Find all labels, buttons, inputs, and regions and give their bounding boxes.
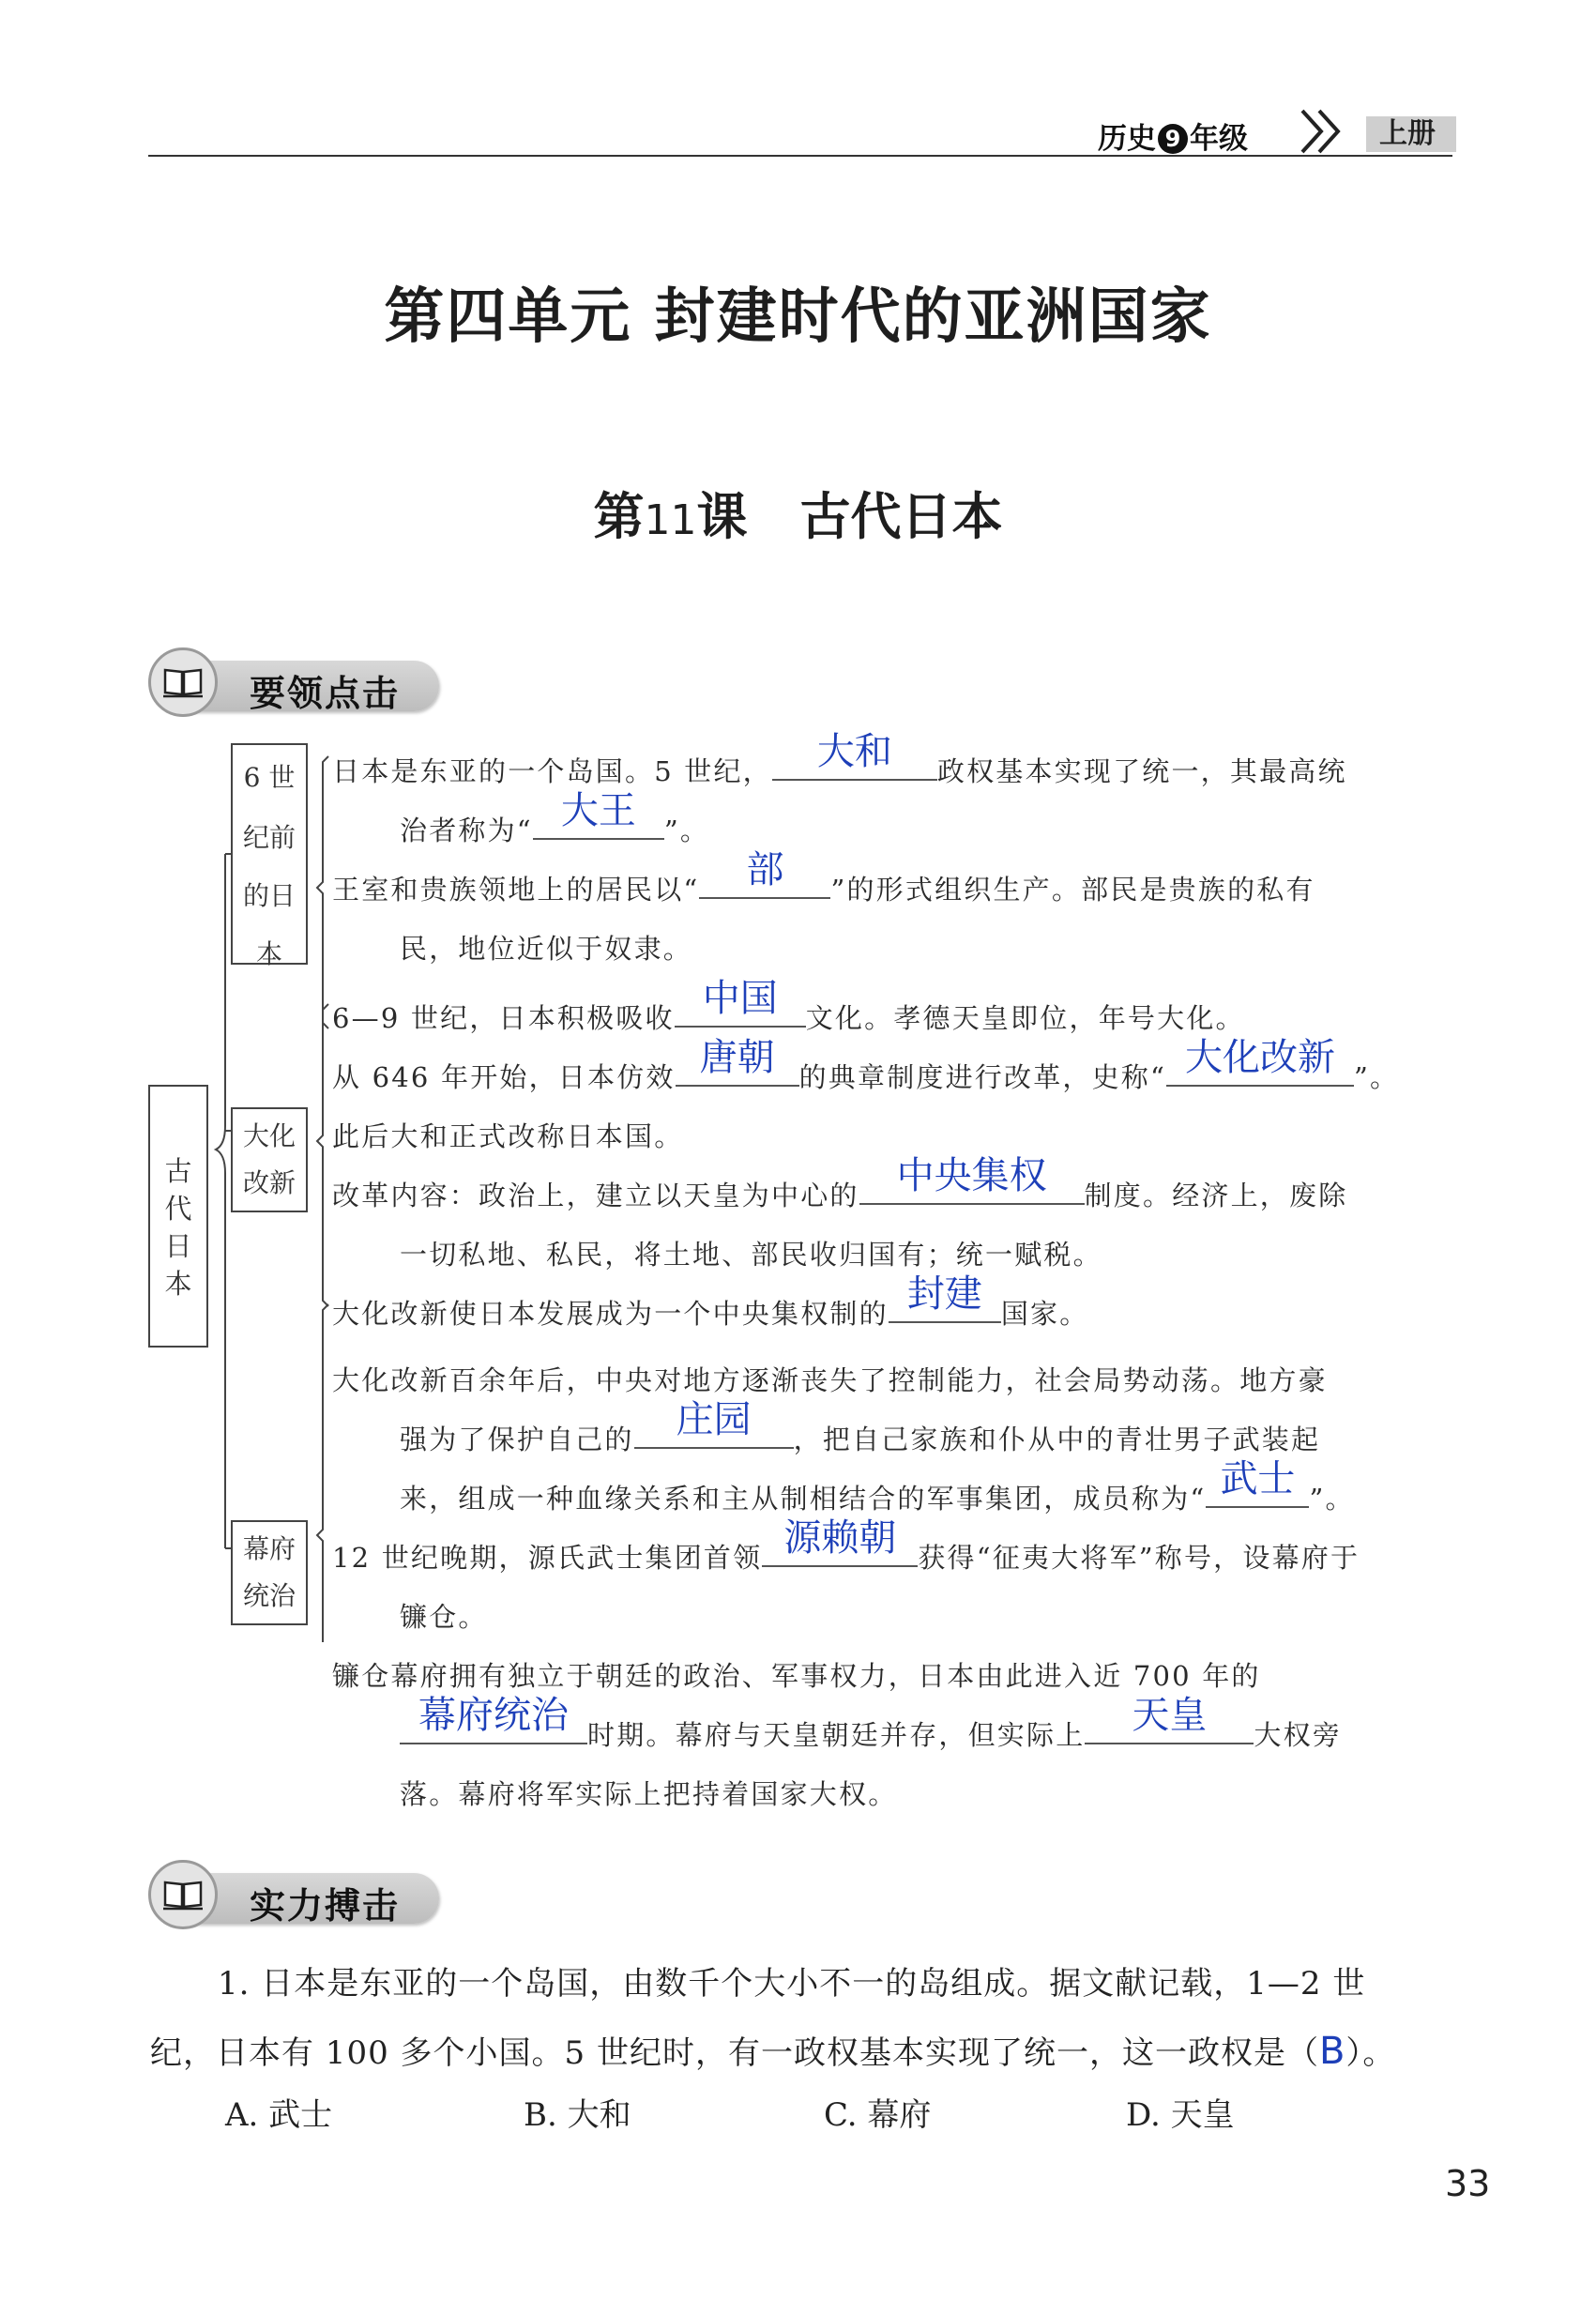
line-text: 时期。幕府与天皇朝廷并存，但实际上 — [587, 1719, 1086, 1751]
mindmap-root — [148, 1085, 208, 1348]
handwritten-answer: 武士 — [1220, 1457, 1296, 1500]
line-text: ”。 — [663, 815, 710, 846]
handwritten-answer: 大化改新 — [1185, 1036, 1336, 1079]
handwritten-choice-answer: B — [1318, 2030, 1346, 2073]
branch-cell: 幕府 — [242, 1533, 296, 1564]
page-header — [1098, 111, 1456, 154]
option-a: A. 武士 — [225, 2096, 333, 2134]
handwritten-answer: 大和 — [816, 730, 892, 773]
open-book-icon — [161, 1875, 205, 1912]
branch-cell: 大化 — [242, 1120, 296, 1151]
option-d: D. 天皇 — [1126, 2096, 1235, 2134]
section-badge-key-points — [148, 647, 448, 721]
lesson-number: 11 — [644, 496, 697, 544]
mindmap-root-label: 古代日本 — [164, 1155, 192, 1300]
mindmap-branch-taika-reform — [231, 1107, 308, 1212]
line-text: 国家。 — [1000, 1298, 1089, 1330]
lesson-prefix: 第 — [593, 486, 645, 546]
handwritten-answer: 天皇 — [1132, 1694, 1208, 1737]
section-title-key-points: 要领点击 — [250, 672, 401, 714]
answer-blank — [1085, 1694, 1254, 1744]
line-text: 大化改新使日本发展成为一个中央集权制的 — [332, 1298, 889, 1330]
answer-blank — [533, 789, 664, 840]
handwritten-answer: 中央集权 — [896, 1154, 1047, 1197]
header-grade-label: 年级 — [1190, 122, 1248, 156]
answer-blank — [772, 730, 937, 781]
mindmap-line: 大化改新百余年后，中央对地方逐渐丧失了控制能力，社会局势动荡。地方豪 — [332, 1364, 1328, 1396]
mindmap-line — [332, 1272, 1089, 1332]
line-text: 12 世纪晚期，源氏武士集团首领 — [332, 1542, 763, 1574]
mindmap-line: 落。幕府将军实际上把持着国家大权。 — [400, 1778, 898, 1810]
mindmap-line: 此后大和正式改称日本国。 — [332, 1120, 684, 1152]
handwritten-answer: 封建 — [906, 1272, 982, 1316]
answer-blank — [676, 1036, 799, 1087]
handwritten-answer: 部 — [746, 848, 784, 891]
option-c: C. 幕府 — [824, 2096, 932, 2134]
answer-blank — [675, 977, 806, 1028]
line-text: 从 646 年开始，日本仿效 — [332, 1061, 676, 1093]
section-title-practice: 实力搏击 — [250, 1884, 401, 1927]
answer-blank — [889, 1272, 1001, 1323]
header-rule — [148, 155, 1452, 157]
line-text: 治者称为“ — [400, 815, 533, 846]
line-text: 6—9 世纪，日本积极吸收 — [332, 1002, 675, 1034]
line-text: 大权旁 — [1254, 1719, 1343, 1751]
mindmap-line: 一切私地、私民，将土地、部民收归国有；统一赋税。 — [400, 1239, 1102, 1271]
handwritten-answer: 庄园 — [676, 1398, 752, 1441]
line-text: 王室和贵族领地上的居民以“ — [332, 874, 700, 906]
branch-cell: 6 世 — [243, 762, 296, 793]
answer-blank — [762, 1516, 918, 1567]
line-text: ）。 — [1345, 2034, 1396, 2072]
option-b: B. 大和 — [524, 2096, 631, 2134]
mindmap-line: 民，地位近似于奴隶。 — [400, 933, 693, 965]
line-text: 获得“征夷大将军”称号，设幕府于 — [918, 1542, 1360, 1574]
branch-cell: 统治 — [242, 1580, 296, 1611]
mindmap-line: 镰仓。 — [400, 1601, 488, 1633]
mindmap-line — [332, 730, 1347, 789]
line-text: 的典章制度进行改革，史称“ — [798, 1061, 1167, 1093]
branch-cell: 本 — [255, 938, 282, 969]
answer-blank — [400, 1694, 587, 1744]
lesson-suffix: 课 — [696, 486, 748, 546]
line-text: 强为了保护自己的 — [400, 1424, 634, 1455]
line-text: 政权基本实现了统一，其最高统 — [936, 755, 1347, 787]
line-text: ，把自己家族和仆从中的青壮男子武装起 — [793, 1424, 1321, 1455]
branch-cell: 的日 — [242, 880, 296, 911]
lesson-name: 古代日本 — [799, 486, 1003, 546]
mindmap-line — [332, 848, 1315, 907]
line-text: ”。 — [1354, 1061, 1400, 1093]
answer-blank — [1166, 1036, 1354, 1087]
section-badge-practice — [148, 1860, 448, 1933]
question-1-line-2 — [150, 2027, 1395, 2073]
mindmap-line — [332, 1516, 1360, 1576]
mindmap-line — [400, 1398, 1321, 1457]
line-text: 文化。孝德天皇即位，年号大化。 — [805, 1002, 1245, 1034]
line-text: 日本是东亚的一个岛国。5 世纪， — [332, 755, 772, 787]
branch-cell: 改新 — [242, 1167, 296, 1198]
page-number: 33 — [1445, 2163, 1491, 2204]
open-book-icon — [161, 663, 205, 700]
answer-blank — [1206, 1457, 1309, 1508]
line-text: 制度。经济上，废除 — [1084, 1180, 1348, 1211]
line-text: 改革内容：政治上，建立以天皇为中心的 — [332, 1180, 859, 1211]
mindmap-line — [332, 1036, 1400, 1095]
mindmap-line — [332, 1154, 1348, 1213]
handwritten-answer: 幕府统治 — [418, 1694, 569, 1737]
mindmap-line: 镰仓幕府拥有独立于朝廷的政治、军事权力，日本由此进入近 700 年的 — [332, 1660, 1261, 1692]
handwritten-answer: 大王 — [560, 789, 636, 832]
mindmap-branch-pre-6th-century — [231, 743, 308, 969]
line-text: 纪，日本有 100 多个小国。5 世纪时，有一政权基本实现了统一，这一政权是（ — [150, 2034, 1319, 2072]
unit-title: 第四单元 封建时代的亚洲国家 — [384, 282, 1212, 352]
mindmap-branch-shogunate — [231, 1520, 308, 1625]
mindmap-line — [400, 1694, 1343, 1753]
handwritten-answer: 中国 — [702, 977, 778, 1020]
header-grade — [1098, 114, 1248, 157]
line-text: ”的形式组织生产。部民是贵族的私有 — [830, 874, 1315, 906]
question-1-line-1: 1. 日本是东亚的一个岛国，由数千个大小不一的岛组成。据文献记载，1—2 世 — [218, 1965, 1366, 2003]
answer-blank — [634, 1398, 794, 1449]
answer-blank — [859, 1154, 1085, 1205]
header-subject: 历史 — [1098, 122, 1156, 156]
lesson-title — [0, 477, 1596, 549]
line-text: ”。 — [1309, 1483, 1355, 1515]
branch-cell: 纪前 — [242, 822, 296, 853]
double-chevron-icon — [1297, 107, 1353, 156]
header-volume: 上册 — [1366, 116, 1456, 152]
handwritten-answer: 唐朝 — [699, 1036, 775, 1079]
grade-number-badge: 9 — [1158, 124, 1188, 154]
mindmap-line — [400, 789, 710, 848]
answer-blank — [699, 848, 830, 899]
handwritten-answer: 源赖朝 — [783, 1516, 897, 1560]
line-text: 来，组成一种血缘关系和主从制相结合的军事集团，成员称为“ — [400, 1483, 1207, 1515]
